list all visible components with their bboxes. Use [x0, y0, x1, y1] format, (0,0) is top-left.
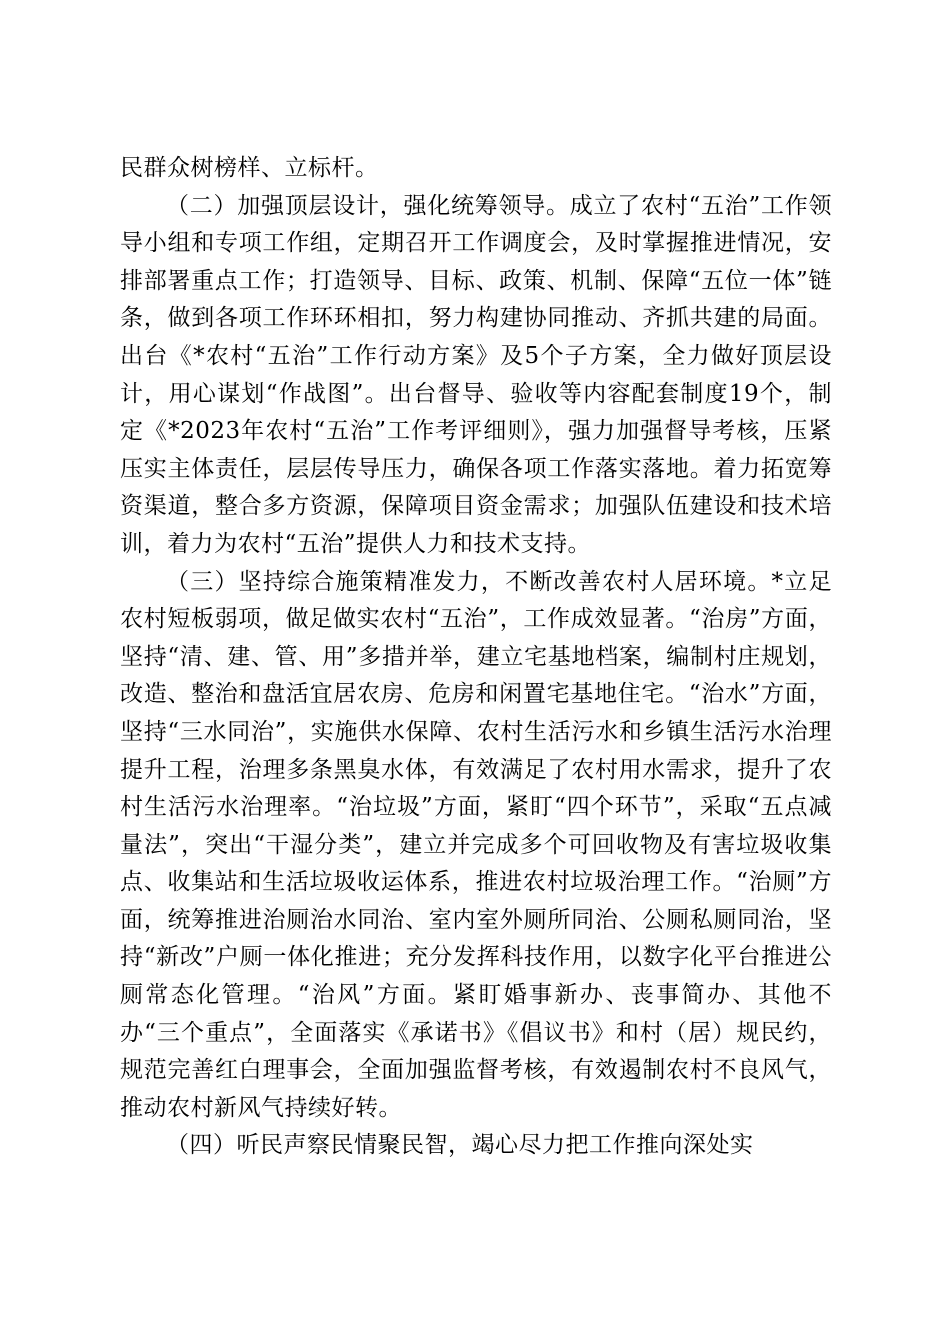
document-body	[120, 150, 832, 1165]
paragraph-continuation: 民群众树榜样、立标杆。	[120, 155, 379, 181]
paragraph-section-3: （三）坚持综合施策精准发力，不断改善农村人居环境。*立足农村短板弱项，做足做实农村“五治”，工作成效显著。“治房”方面，坚持“清、建、管、用”多措并举，建立宅基地档案，编制村庄规划，改造、整治和盘活宜居农房、危房和闲置宅基地住宅。“治水”方面，坚持“三水同治”，实施供水保障、农村生活污水和乡镇生活污水治理提升工程，治理多条黑臭水体，有效满足了农村用水需求，提升了农村生活污水治理率。“治垃圾”方面，紧盯“四个环节”，采取“五点减量法”，突出“干湿分类”，建立并完成多个可回收物及有害垃圾收集点、收集站和生活垃圾收运体系，推进农村垃圾治理工作。“治厕”方面，统筹推进治厕治水同治、室内室外厕所同治、公厕私厕同治，坚持“新改”户厕一体化推进；充分发挥科技作用，以数字化平台推进公厕常态化管理。“治风”方面。紧盯婚事新办、丧事简办、其他不办“三个重点”，全面落实《承诺书》《倡议书》和村（居）规民约，规范完善红白理事会，全面加强监督考核，有效遏制农村不良风气，推动农村新风气持续好转。	[120, 568, 832, 1121]
paragraph-section-4: （四）听民声察民情聚民智，竭心尽力把工作推向深处实	[166, 1132, 754, 1159]
paragraph-section-2: （二）加强顶层设计，强化统筹领导。成立了农村“五治”工作领导小组和专项工作组，定期召开工作调度会，及时掌握推进情况，安排部署重点工作；打造领导、目标、政策、机制、保障“五位一体”链条，做到各项工作环环相扣，努力构建协同推动、齐抓共建的局面。出台《*农村“五治”工作行动方案》及5个子方案，全力做好顶层设计，用心谋划“作战图”。出台督导、验收等内容配套制度19个，制定《*2023年农村“五治”工作考评细则》，强力加强督导考核，压紧压实主体责任，层层传导压力，确保各项工作落实落地。着力拓宽筹资渠道，整合多方资源，保障项目资金需求；加强队伍建设和技术培训，着力为农村“五治”提供人力和技术支持。	[120, 192, 832, 557]
